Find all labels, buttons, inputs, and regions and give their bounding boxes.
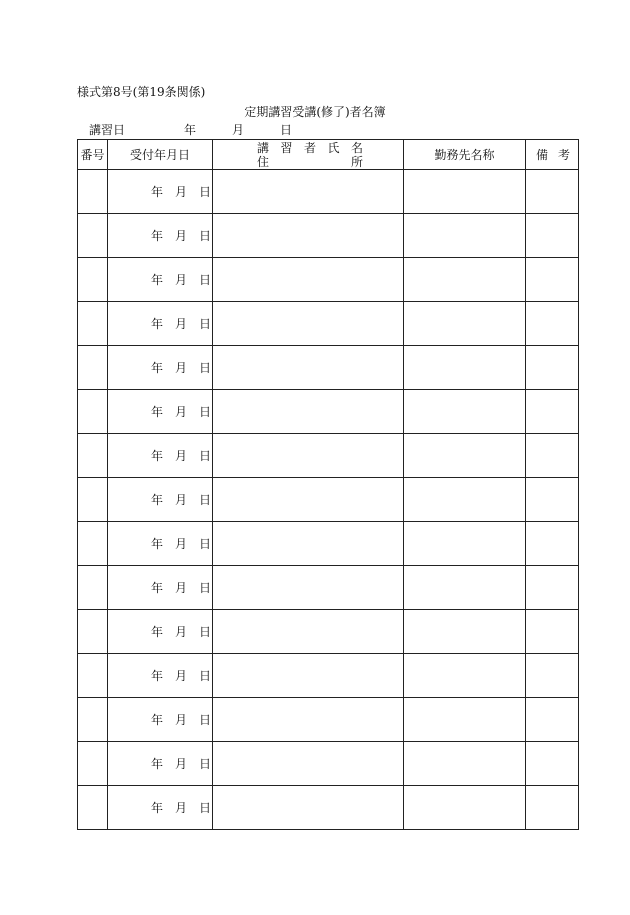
- reception-date-year-unit: 年: [151, 404, 164, 419]
- name-address-cell: [213, 390, 404, 434]
- table-row: [78, 522, 579, 566]
- workplace-cell: [404, 434, 526, 478]
- workplace-cell: [404, 302, 526, 346]
- workplace-cell: [404, 478, 526, 522]
- number-cell: [78, 698, 108, 742]
- lecture-date-label: 講習日: [89, 123, 126, 137]
- reception-date-year-unit: 年: [151, 536, 164, 551]
- reception-date-year-unit: 年: [151, 580, 164, 595]
- name-address-cell: [213, 566, 404, 610]
- reception-date-cell: [108, 390, 213, 434]
- header-name-char: 名: [350, 140, 363, 155]
- name-address-cell: [213, 742, 404, 786]
- reception-date-day-unit: 日: [199, 580, 212, 595]
- name-address-cell: [213, 698, 404, 742]
- header-reception-date: 受付年月日: [108, 140, 213, 170]
- reception-date-cell: [108, 654, 213, 698]
- reception-date-year-unit: 年: [151, 448, 164, 463]
- workplace-cell: [404, 742, 526, 786]
- name-address-cell: [213, 478, 404, 522]
- reception-date-day-unit: 日: [199, 316, 212, 331]
- reception-date-day-unit: 日: [199, 668, 212, 683]
- table-row: [78, 698, 579, 742]
- reception-date-year-unit: 年: [151, 360, 164, 375]
- reception-date-day-unit: 日: [199, 448, 212, 463]
- reception-date-day-unit: 日: [199, 712, 212, 727]
- reception-date-cell: [108, 434, 213, 478]
- remarks-cell: [526, 346, 579, 390]
- remarks-cell: [526, 434, 579, 478]
- reception-date-cell: [108, 346, 213, 390]
- remarks-cell: [526, 478, 579, 522]
- name-address-cell: [213, 302, 404, 346]
- reception-date-month-unit: 月: [175, 404, 188, 419]
- remarks-cell: [526, 170, 579, 214]
- reception-date-cell: [108, 698, 213, 742]
- document-title: 定期講習受講(修了)者名簿: [244, 105, 386, 119]
- reception-date-cell: [108, 742, 213, 786]
- reception-date-year-unit: 年: [151, 624, 164, 639]
- reception-date-cell: [108, 478, 213, 522]
- workplace-cell: [404, 346, 526, 390]
- reception-date-day-unit: 日: [199, 624, 212, 639]
- lecture-date-day: 日: [280, 123, 293, 137]
- name-address-cell: [213, 346, 404, 390]
- reception-date-month-unit: 月: [175, 668, 188, 683]
- remarks-cell: [526, 654, 579, 698]
- reception-date-year-unit: 年: [151, 756, 164, 771]
- remarks-cell: [526, 610, 579, 654]
- header-remarks-char: 備: [536, 147, 549, 162]
- reception-date-month-unit: 月: [175, 448, 188, 463]
- reception-date-year-unit: 年: [151, 184, 164, 199]
- name-address-cell: [213, 522, 404, 566]
- table-row: [78, 346, 579, 390]
- number-cell: [78, 786, 108, 830]
- reception-date-cell: [108, 610, 213, 654]
- reception-date-cell: [108, 302, 213, 346]
- reception-date-cell: [108, 786, 213, 830]
- number-cell: [78, 566, 108, 610]
- header-remarks: [526, 140, 579, 170]
- workplace-cell: [404, 566, 526, 610]
- remarks-cell: [526, 390, 579, 434]
- header-workplace: 勤務先名称: [404, 140, 526, 170]
- reception-date-month-unit: 月: [175, 228, 188, 243]
- name-address-cell: [213, 654, 404, 698]
- header-address-char: 住: [257, 154, 270, 169]
- number-cell: [78, 610, 108, 654]
- header-address-char: 所: [350, 154, 363, 169]
- remarks-cell: [526, 786, 579, 830]
- workplace-cell: [404, 214, 526, 258]
- header-name-char: 講: [257, 140, 270, 155]
- number-cell: [78, 346, 108, 390]
- reception-date-cell: [108, 170, 213, 214]
- header-remarks-char: 考: [557, 147, 570, 162]
- name-address-cell: [213, 786, 404, 830]
- number-cell: [78, 390, 108, 434]
- reception-date-month-unit: 月: [175, 272, 188, 287]
- table-row: [78, 654, 579, 698]
- workplace-cell: [404, 390, 526, 434]
- reception-date-month-unit: 月: [175, 580, 188, 595]
- workplace-cell: [404, 258, 526, 302]
- header-name-address: [213, 140, 404, 170]
- reception-date-cell: [108, 258, 213, 302]
- number-cell: [78, 522, 108, 566]
- reception-date-day-unit: 日: [199, 800, 212, 815]
- attendee-register-table: [77, 139, 579, 830]
- reception-date-month-unit: 月: [175, 756, 188, 771]
- number-cell: [78, 258, 108, 302]
- number-cell: [78, 434, 108, 478]
- reception-date-month-unit: 月: [175, 316, 188, 331]
- table-header-row: [78, 140, 579, 170]
- lecture-date-row: [0, 122, 630, 138]
- number-cell: [78, 742, 108, 786]
- remarks-cell: [526, 742, 579, 786]
- workplace-cell: [404, 654, 526, 698]
- number-cell: [78, 170, 108, 214]
- header-name-char: 氏: [327, 140, 340, 155]
- table-row: [78, 258, 579, 302]
- table-row: [78, 610, 579, 654]
- header-name-char: 者: [303, 140, 316, 155]
- reception-date-year-unit: 年: [151, 492, 164, 507]
- reception-date-year-unit: 年: [151, 272, 164, 287]
- reception-date-year-unit: 年: [151, 712, 164, 727]
- header-name: [213, 141, 403, 155]
- remarks-cell: [526, 302, 579, 346]
- reception-date-year-unit: 年: [151, 228, 164, 243]
- name-address-cell: [213, 214, 404, 258]
- remarks-cell: [526, 258, 579, 302]
- reception-date-month-unit: 月: [175, 712, 188, 727]
- remarks-cell: [526, 566, 579, 610]
- table-row: [78, 742, 579, 786]
- name-address-cell: [213, 258, 404, 302]
- reception-date-year-unit: 年: [151, 800, 164, 815]
- table-row: [78, 786, 579, 830]
- reception-date-month-unit: 月: [175, 360, 188, 375]
- table-row: [78, 478, 579, 522]
- table-row: [78, 390, 579, 434]
- reception-date-cell: [108, 522, 213, 566]
- reception-date-year-unit: 年: [151, 668, 164, 683]
- header-address: [213, 155, 403, 169]
- name-address-cell: [213, 434, 404, 478]
- reception-date-day-unit: 日: [199, 492, 212, 507]
- reception-date-day-unit: 日: [199, 228, 212, 243]
- reception-date-day-unit: 日: [199, 404, 212, 419]
- number-cell: [78, 302, 108, 346]
- reception-date-day-unit: 日: [199, 536, 212, 551]
- reception-date-month-unit: 月: [175, 536, 188, 551]
- table-row: [78, 434, 579, 478]
- table-row: [78, 214, 579, 258]
- number-cell: [78, 478, 108, 522]
- number-cell: [78, 214, 108, 258]
- name-address-cell: [213, 610, 404, 654]
- lecture-date-year: 年: [184, 123, 197, 137]
- reception-date-day-unit: 日: [199, 184, 212, 199]
- table-body: [78, 170, 579, 830]
- number-cell: [78, 654, 108, 698]
- reception-date-month-unit: 月: [175, 624, 188, 639]
- table-row: [78, 566, 579, 610]
- table-row: [78, 302, 579, 346]
- reception-date-month-unit: 月: [175, 492, 188, 507]
- workplace-cell: [404, 522, 526, 566]
- header-name-char: 習: [280, 140, 293, 155]
- remarks-cell: [526, 698, 579, 742]
- name-address-cell: [213, 170, 404, 214]
- workplace-cell: [404, 170, 526, 214]
- workplace-cell: [404, 698, 526, 742]
- reception-date-cell: [108, 214, 213, 258]
- workplace-cell: [404, 610, 526, 654]
- reception-date-month-unit: 月: [175, 800, 188, 815]
- reception-date-month-unit: 月: [175, 184, 188, 199]
- remarks-cell: [526, 522, 579, 566]
- reception-date-day-unit: 日: [199, 756, 212, 771]
- reception-date-day-unit: 日: [199, 272, 212, 287]
- reception-date-day-unit: 日: [199, 360, 212, 375]
- table-row: [78, 170, 579, 214]
- reception-date-cell: [108, 566, 213, 610]
- form-number: 様式第8号(第19条関係): [77, 85, 206, 99]
- workplace-cell: [404, 786, 526, 830]
- reception-date-year-unit: 年: [151, 316, 164, 331]
- remarks-cell: [526, 214, 579, 258]
- header-number: 番号: [78, 140, 108, 170]
- lecture-date-month: 月: [232, 123, 245, 137]
